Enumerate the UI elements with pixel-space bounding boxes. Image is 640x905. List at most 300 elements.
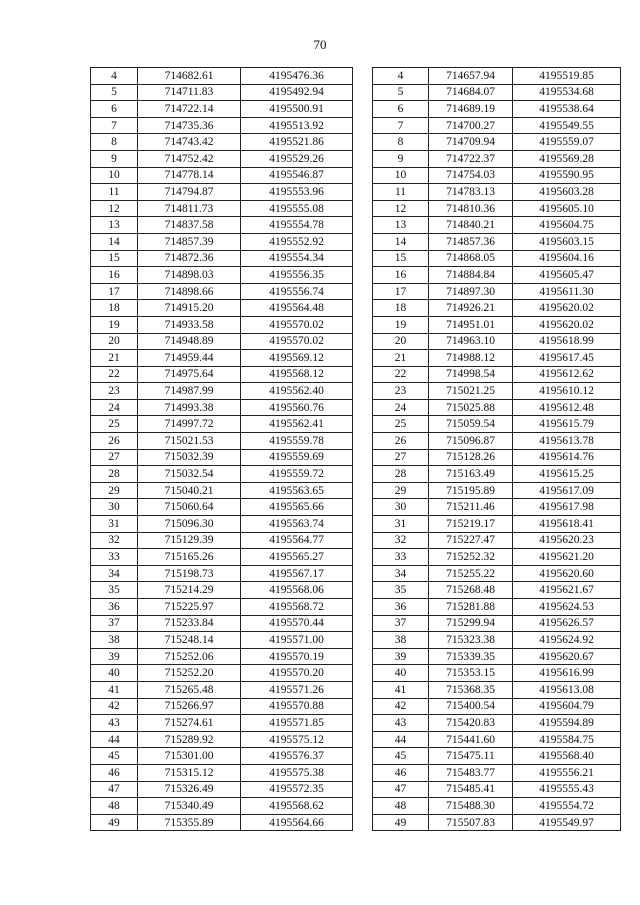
y-coordinate-cell: 4195568.40 [513, 748, 621, 765]
point-number-cell: 27 [373, 449, 429, 466]
point-number-cell: 47 [91, 781, 138, 798]
point-number-cell: 35 [91, 582, 138, 599]
table-row [373, 101, 621, 118]
x-coordinate-cell: 715420.83 [429, 715, 513, 732]
table-row [91, 283, 353, 300]
table-row [91, 715, 353, 732]
point-number-cell: 24 [91, 399, 138, 416]
table-row [91, 798, 353, 815]
x-coordinate-cell: 714987.99 [138, 383, 241, 400]
x-coordinate-cell: 715488.30 [429, 798, 513, 815]
point-number-cell: 9 [91, 150, 138, 167]
x-coordinate-cell: 714700.27 [429, 117, 513, 134]
table-row [91, 167, 353, 184]
point-number-cell: 22 [373, 366, 429, 383]
table-row [91, 499, 353, 516]
y-coordinate-cell: 4195564.77 [241, 532, 353, 549]
x-coordinate-cell: 715323.38 [429, 632, 513, 649]
table-row [373, 267, 621, 284]
point-number-cell: 41 [373, 681, 429, 698]
table-row [91, 217, 353, 234]
x-coordinate-cell: 714682.61 [138, 68, 241, 85]
x-coordinate-cell: 715129.39 [138, 532, 241, 549]
y-coordinate-cell: 4195559.07 [513, 134, 621, 151]
table-row [91, 316, 353, 333]
x-coordinate-cell: 715339.35 [429, 648, 513, 665]
y-coordinate-cell: 4195610.12 [513, 383, 621, 400]
y-coordinate-cell: 4195624.92 [513, 632, 621, 649]
y-coordinate-cell: 4195617.45 [513, 350, 621, 367]
table-row [373, 715, 621, 732]
x-coordinate-cell: 715507.83 [429, 814, 513, 831]
point-number-cell: 16 [373, 267, 429, 284]
x-coordinate-cell: 714926.21 [429, 300, 513, 317]
x-coordinate-cell: 714711.83 [138, 84, 241, 101]
x-coordinate-cell: 715211.46 [429, 499, 513, 516]
point-number-cell: 15 [91, 250, 138, 267]
y-coordinate-cell: 4195613.78 [513, 433, 621, 450]
table-row [91, 681, 353, 698]
table-row [373, 117, 621, 134]
y-coordinate-cell: 4195584.75 [513, 731, 621, 748]
x-coordinate-cell: 715096.87 [429, 433, 513, 450]
point-number-cell: 48 [373, 798, 429, 815]
point-number-cell: 16 [91, 267, 138, 284]
table-row [373, 665, 621, 682]
table-row [373, 184, 621, 201]
point-number-cell: 23 [373, 383, 429, 400]
y-coordinate-cell: 4195559.69 [241, 449, 353, 466]
point-number-cell: 38 [373, 632, 429, 649]
point-number-cell: 39 [91, 648, 138, 665]
point-number-cell: 44 [373, 731, 429, 748]
table-row [373, 150, 621, 167]
y-coordinate-cell: 4195594.89 [513, 715, 621, 732]
point-number-cell: 34 [91, 565, 138, 582]
x-coordinate-cell: 714743.42 [138, 134, 241, 151]
y-coordinate-cell: 4195570.19 [241, 648, 353, 665]
table-row [373, 698, 621, 715]
y-coordinate-cell: 4195556.74 [241, 283, 353, 300]
point-number-cell: 25 [373, 416, 429, 433]
table-row [373, 217, 621, 234]
x-coordinate-cell: 715326.49 [138, 781, 241, 798]
x-coordinate-cell: 714689.19 [429, 101, 513, 118]
table-row [91, 333, 353, 350]
x-coordinate-cell: 715340.49 [138, 798, 241, 815]
table-row [91, 134, 353, 151]
table-row [91, 233, 353, 250]
y-coordinate-cell: 4195620.02 [513, 300, 621, 317]
table-body [91, 68, 353, 831]
table-row [373, 814, 621, 831]
x-coordinate-cell: 715219.17 [429, 516, 513, 533]
point-number-cell: 6 [91, 101, 138, 118]
y-coordinate-cell: 4195559.78 [241, 433, 353, 450]
y-coordinate-cell: 4195563.65 [241, 482, 353, 499]
point-number-cell: 48 [91, 798, 138, 815]
y-coordinate-cell: 4195554.34 [241, 250, 353, 267]
y-coordinate-cell: 4195553.96 [241, 184, 353, 201]
x-coordinate-cell: 715040.21 [138, 482, 241, 499]
x-coordinate-cell: 715252.20 [138, 665, 241, 682]
table-row [91, 764, 353, 781]
point-number-cell: 18 [91, 300, 138, 317]
point-number-cell: 37 [373, 615, 429, 632]
x-coordinate-cell: 714915.20 [138, 300, 241, 317]
x-coordinate-cell: 714948.89 [138, 333, 241, 350]
x-coordinate-cell: 714988.12 [429, 350, 513, 367]
point-number-cell: 46 [91, 764, 138, 781]
y-coordinate-cell: 4195576.37 [241, 748, 353, 765]
y-coordinate-cell: 4195624.53 [513, 599, 621, 616]
point-number-cell: 30 [91, 499, 138, 516]
table-row [91, 366, 353, 383]
y-coordinate-cell: 4195603.28 [513, 184, 621, 201]
point-number-cell: 43 [373, 715, 429, 732]
x-coordinate-cell: 714963.10 [429, 333, 513, 350]
point-number-cell: 22 [91, 366, 138, 383]
y-coordinate-cell: 4195605.10 [513, 200, 621, 217]
x-coordinate-cell: 714993.38 [138, 399, 241, 416]
x-coordinate-cell: 715255.22 [429, 565, 513, 582]
point-number-cell: 9 [373, 150, 429, 167]
x-coordinate-cell: 715252.06 [138, 648, 241, 665]
y-coordinate-cell: 4195620.67 [513, 648, 621, 665]
y-coordinate-cell: 4195564.48 [241, 300, 353, 317]
x-coordinate-cell: 715265.48 [138, 681, 241, 698]
point-number-cell: 20 [373, 333, 429, 350]
x-coordinate-cell: 714897.30 [429, 283, 513, 300]
table-row [373, 681, 621, 698]
point-number-cell: 32 [373, 532, 429, 549]
x-coordinate-cell: 714722.14 [138, 101, 241, 118]
x-coordinate-cell: 714998.54 [429, 366, 513, 383]
y-coordinate-cell: 4195529.26 [241, 150, 353, 167]
x-coordinate-cell: 715032.54 [138, 466, 241, 483]
table-row [91, 632, 353, 649]
table-row [373, 466, 621, 483]
point-number-cell: 36 [91, 599, 138, 616]
coordinates-table-right [372, 67, 621, 831]
y-coordinate-cell: 4195618.99 [513, 333, 621, 350]
x-coordinate-cell: 715096.30 [138, 516, 241, 533]
table-row [91, 731, 353, 748]
x-coordinate-cell: 715214.29 [138, 582, 241, 599]
point-number-cell: 40 [91, 665, 138, 682]
y-coordinate-cell: 4195618.41 [513, 516, 621, 533]
table-row [373, 167, 621, 184]
x-coordinate-cell: 714951.01 [429, 316, 513, 333]
x-coordinate-cell: 714868.05 [429, 250, 513, 267]
y-coordinate-cell: 4195604.75 [513, 217, 621, 234]
y-coordinate-cell: 4195549.55 [513, 117, 621, 134]
point-number-cell: 7 [373, 117, 429, 134]
y-coordinate-cell: 4195563.74 [241, 516, 353, 533]
y-coordinate-cell: 4195617.98 [513, 499, 621, 516]
x-coordinate-cell: 714794.87 [138, 184, 241, 201]
table-row [373, 449, 621, 466]
x-coordinate-cell: 715059.54 [429, 416, 513, 433]
y-coordinate-cell: 4195570.44 [241, 615, 353, 632]
point-number-cell: 18 [373, 300, 429, 317]
table-row [91, 101, 353, 118]
y-coordinate-cell: 4195570.02 [241, 333, 353, 350]
y-coordinate-cell: 4195567.17 [241, 565, 353, 582]
point-number-cell: 30 [373, 499, 429, 516]
table-row [373, 433, 621, 450]
table-row [91, 150, 353, 167]
table-row [373, 731, 621, 748]
table-row [373, 233, 621, 250]
table-row [373, 748, 621, 765]
point-number-cell: 47 [373, 781, 429, 798]
point-number-cell: 27 [91, 449, 138, 466]
x-coordinate-cell: 714811.73 [138, 200, 241, 217]
point-number-cell: 46 [373, 764, 429, 781]
y-coordinate-cell: 4195564.66 [241, 814, 353, 831]
point-number-cell: 31 [91, 516, 138, 533]
table-row [373, 516, 621, 533]
table-row [91, 565, 353, 582]
point-number-cell: 23 [91, 383, 138, 400]
table-row [91, 615, 353, 632]
point-number-cell: 49 [373, 814, 429, 831]
table-row [91, 449, 353, 466]
y-coordinate-cell: 4195621.67 [513, 582, 621, 599]
table-row [373, 781, 621, 798]
x-coordinate-cell: 714752.42 [138, 150, 241, 167]
x-coordinate-cell: 715128.26 [429, 449, 513, 466]
x-coordinate-cell: 714975.64 [138, 366, 241, 383]
point-number-cell: 19 [373, 316, 429, 333]
point-number-cell: 38 [91, 632, 138, 649]
x-coordinate-cell: 714857.39 [138, 233, 241, 250]
x-coordinate-cell: 715195.89 [429, 482, 513, 499]
x-coordinate-cell: 715368.35 [429, 681, 513, 698]
y-coordinate-cell: 4195571.00 [241, 632, 353, 649]
y-coordinate-cell: 4195549.97 [513, 814, 621, 831]
table-row [373, 333, 621, 350]
y-coordinate-cell: 4195534.68 [513, 84, 621, 101]
point-number-cell: 42 [91, 698, 138, 715]
table-row [91, 814, 353, 831]
table-row [373, 316, 621, 333]
y-coordinate-cell: 4195500.91 [241, 101, 353, 118]
x-coordinate-cell: 714735.36 [138, 117, 241, 134]
x-coordinate-cell: 715485.41 [429, 781, 513, 798]
y-coordinate-cell: 4195476.36 [241, 68, 353, 85]
y-coordinate-cell: 4195492.94 [241, 84, 353, 101]
x-coordinate-cell: 715353.15 [429, 665, 513, 682]
point-number-cell: 21 [91, 350, 138, 367]
x-coordinate-cell: 715483.77 [429, 764, 513, 781]
y-coordinate-cell: 4195604.16 [513, 250, 621, 267]
point-number-cell: 28 [373, 466, 429, 483]
y-coordinate-cell: 4195621.20 [513, 549, 621, 566]
x-coordinate-cell: 714837.58 [138, 217, 241, 234]
point-number-cell: 11 [91, 184, 138, 201]
x-coordinate-cell: 715248.14 [138, 632, 241, 649]
table-row [91, 350, 353, 367]
y-coordinate-cell: 4195562.40 [241, 383, 353, 400]
point-number-cell: 21 [373, 350, 429, 367]
y-coordinate-cell: 4195603.15 [513, 233, 621, 250]
point-number-cell: 34 [373, 565, 429, 582]
x-coordinate-cell: 714709.94 [429, 134, 513, 151]
point-number-cell: 4 [373, 68, 429, 85]
point-number-cell: 19 [91, 316, 138, 333]
x-coordinate-cell: 715227.47 [429, 532, 513, 549]
x-coordinate-cell: 715060.64 [138, 499, 241, 516]
point-number-cell: 13 [91, 217, 138, 234]
y-coordinate-cell: 4195617.09 [513, 482, 621, 499]
point-number-cell: 12 [91, 200, 138, 217]
y-coordinate-cell: 4195575.38 [241, 764, 353, 781]
point-number-cell: 37 [91, 615, 138, 632]
x-coordinate-cell: 715441.60 [429, 731, 513, 748]
table-row [91, 549, 353, 566]
x-coordinate-cell: 714722.37 [429, 150, 513, 167]
table-row [373, 399, 621, 416]
table-row [91, 648, 353, 665]
table-row [373, 283, 621, 300]
x-coordinate-cell: 714898.66 [138, 283, 241, 300]
table-row [373, 599, 621, 616]
x-coordinate-cell: 715301.00 [138, 748, 241, 765]
x-coordinate-cell: 715355.89 [138, 814, 241, 831]
point-number-cell: 26 [373, 433, 429, 450]
table-row [91, 300, 353, 317]
point-number-cell: 13 [373, 217, 429, 234]
point-number-cell: 28 [91, 466, 138, 483]
point-number-cell: 36 [373, 599, 429, 616]
x-coordinate-cell: 715165.26 [138, 549, 241, 566]
x-coordinate-cell: 715400.54 [429, 698, 513, 715]
table-row [373, 549, 621, 566]
x-coordinate-cell: 714754.03 [429, 167, 513, 184]
y-coordinate-cell: 4195554.78 [241, 217, 353, 234]
table-row [91, 582, 353, 599]
y-coordinate-cell: 4195560.76 [241, 399, 353, 416]
table-row [91, 433, 353, 450]
point-number-cell: 42 [373, 698, 429, 715]
point-number-cell: 4 [91, 68, 138, 85]
y-coordinate-cell: 4195565.27 [241, 549, 353, 566]
y-coordinate-cell: 4195568.72 [241, 599, 353, 616]
x-coordinate-cell: 715475.11 [429, 748, 513, 765]
y-coordinate-cell: 4195614.76 [513, 449, 621, 466]
coordinates-table-left [90, 67, 353, 831]
y-coordinate-cell: 4195620.02 [513, 316, 621, 333]
table-row [373, 68, 621, 85]
table-row [91, 466, 353, 483]
point-number-cell: 24 [373, 399, 429, 416]
y-coordinate-cell: 4195554.72 [513, 798, 621, 815]
point-number-cell: 33 [91, 549, 138, 566]
table-row [373, 300, 621, 317]
y-coordinate-cell: 4195612.62 [513, 366, 621, 383]
table-row [91, 748, 353, 765]
point-number-cell: 14 [373, 233, 429, 250]
table-row [373, 250, 621, 267]
x-coordinate-cell: 715281.88 [429, 599, 513, 616]
point-number-cell: 15 [373, 250, 429, 267]
x-coordinate-cell: 714657.94 [429, 68, 513, 85]
y-coordinate-cell: 4195620.60 [513, 565, 621, 582]
y-coordinate-cell: 4195571.26 [241, 681, 353, 698]
table-row [373, 648, 621, 665]
x-coordinate-cell: 714997.72 [138, 416, 241, 433]
y-coordinate-cell: 4195570.88 [241, 698, 353, 715]
point-number-cell: 10 [373, 167, 429, 184]
point-number-cell: 29 [373, 482, 429, 499]
table-row [373, 632, 621, 649]
table-row [91, 84, 353, 101]
table-row [373, 499, 621, 516]
x-coordinate-cell: 715268.48 [429, 582, 513, 599]
x-coordinate-cell: 714933.58 [138, 316, 241, 333]
table-row [91, 665, 353, 682]
table-row [91, 698, 353, 715]
y-coordinate-cell: 4195562.41 [241, 416, 353, 433]
y-coordinate-cell: 4195616.99 [513, 665, 621, 682]
x-coordinate-cell: 714684.07 [429, 84, 513, 101]
table-row [373, 582, 621, 599]
y-coordinate-cell: 4195568.62 [241, 798, 353, 815]
table-row [373, 764, 621, 781]
y-coordinate-cell: 4195605.47 [513, 267, 621, 284]
table-row [91, 532, 353, 549]
page-number: 70 [313, 37, 327, 52]
y-coordinate-cell: 4195620.23 [513, 532, 621, 549]
y-coordinate-cell: 4195570.20 [241, 665, 353, 682]
y-coordinate-cell: 4195559.72 [241, 466, 353, 483]
x-coordinate-cell: 714810.36 [429, 200, 513, 217]
point-number-cell: 25 [91, 416, 138, 433]
y-coordinate-cell: 4195615.79 [513, 416, 621, 433]
table-row [91, 184, 353, 201]
table-row [91, 117, 353, 134]
x-coordinate-cell: 714783.13 [429, 184, 513, 201]
table-row [373, 134, 621, 151]
point-number-cell: 17 [373, 283, 429, 300]
point-number-cell: 8 [373, 134, 429, 151]
table-row [373, 798, 621, 815]
point-number-cell: 5 [91, 84, 138, 101]
table-row [373, 84, 621, 101]
x-coordinate-cell: 715225.97 [138, 599, 241, 616]
point-number-cell: 20 [91, 333, 138, 350]
point-number-cell: 11 [373, 184, 429, 201]
y-coordinate-cell: 4195571.85 [241, 715, 353, 732]
y-coordinate-cell: 4195569.12 [241, 350, 353, 367]
table-row [373, 615, 621, 632]
point-number-cell: 14 [91, 233, 138, 250]
x-coordinate-cell: 715032.39 [138, 449, 241, 466]
y-coordinate-cell: 4195604.79 [513, 698, 621, 715]
point-number-cell: 6 [373, 101, 429, 118]
table-row [91, 399, 353, 416]
x-coordinate-cell: 714840.21 [429, 217, 513, 234]
x-coordinate-cell: 714857.36 [429, 233, 513, 250]
point-number-cell: 40 [373, 665, 429, 682]
y-coordinate-cell: 4195546.87 [241, 167, 353, 184]
x-coordinate-cell: 715163.49 [429, 466, 513, 483]
table-row [373, 350, 621, 367]
y-coordinate-cell: 4195555.08 [241, 200, 353, 217]
x-coordinate-cell: 715025.88 [429, 399, 513, 416]
